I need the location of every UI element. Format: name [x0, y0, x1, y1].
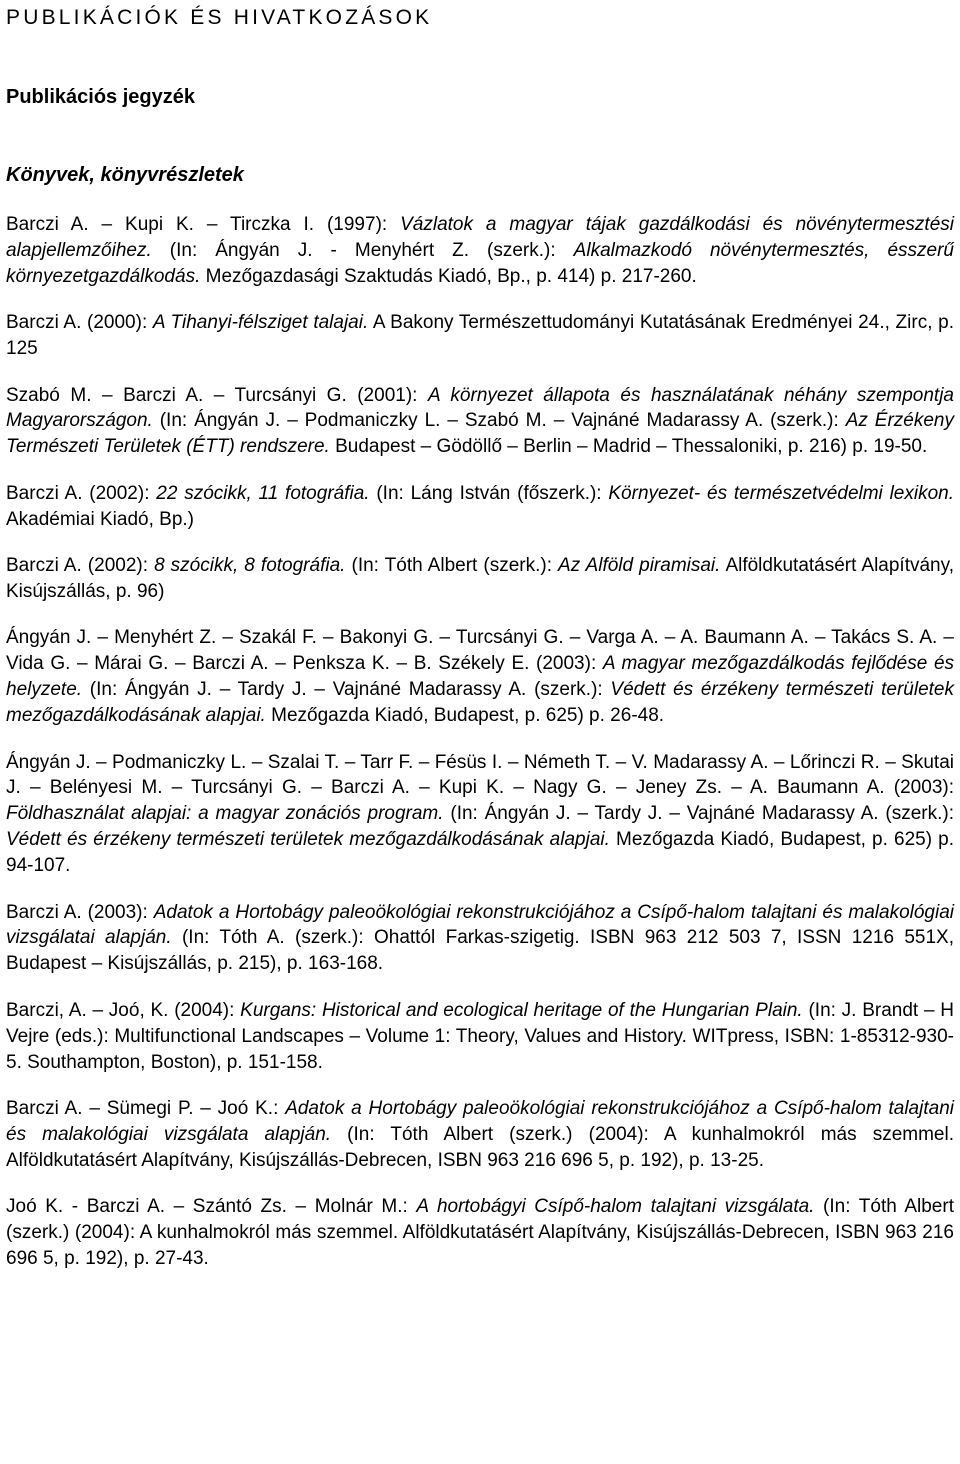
- page-title: PUBLIKÁCIÓK ÉS HIVATKOZÁSOK: [6, 6, 433, 29]
- publication-list-heading: Publikációs jegyzék: [6, 86, 195, 108]
- publication-entry: Barczi A. (2002): 22 szócikk, 11 fotográfia. (In: Láng István (főszerk.): Környezet- és természetvédelmi lexikon. Akadémiai Kiadó, Bp.): [6, 482, 954, 530]
- publication-entry: Barczi A. (2000): A Tihanyi-félsziget talajai. A Bakony Természettudományi Kutatásának Eredményei 24., Zirc, p. 125: [6, 312, 954, 360]
- publication-entry: Barczi A. (2003): Adatok a Hortobágy paleoökológiai rekonstrukciójához a Csípő-halom talajtani és malakológiai vizsgálatai alapján. (In: Tóth A. (szerk.): Ohattól Farkas-szigetig. ISBN 963 212 503 7, ISSN 1216 551X, Budapest – Kisújszállás, p. 215), p. 163-168.: [6, 901, 955, 975]
- publication-entry: Barczi A. – Kupi K. – Tirczka I. (1997): Vázlatok a magyar tájak gazdálkodási és növénytermesztési alapjellemzőihez. (In: Ángyán J. - Menyhért Z. (szerk.): Alkalmazkodó növénytermesztés, ésszerű környezetgazdálkodás. Mezőgazdasági Szaktudás Kiadó, Bp., p. 414) p. 217-260.: [6, 214, 954, 287]
- publication-entry: Barczi A. – Sümegi P. – Joó K.: Adatok a Hortobágy paleoökológiai rekonstrukciójához a Csípő-halom talajtani és malakológiai vizsgálata alapján. (In: Tóth Albert (szerk.) (2004): A kunhalmokról más szemmel. Alföldkutatásért Alapítvány, Kisújszállás-Debrecen, ISBN 963 216 696 5, p. 192), p. 13-25.: [6, 1097, 954, 1171]
- publication-entry: Barczi, A. – Joó, K. (2004): Kurgans: Historical and ecological heritage of the Hungarian Plain. (In: J. Brandt – H Vejre (eds.): Multifunctional Landscapes – Volume 1: Theory, Values and History. WITpress, ISBN: 1-85312-930-5. Southampton, Boston), p. 151-158.: [6, 999, 955, 1073]
- publication-entry: Ángyán J. – Podmaniczky L. – Szalai T. – Tarr F. – Fésüs I. – Németh T. – V. Madarassy A. – Lőrinczi R. – Skutai J. – Belényesi M. – Turcsányi G. – Barczi A. – Kupi K. – Nagy G. – Jeney Zs. – A. Baumann A. (2003): Földhasználat alapjai: a magyar zonációs program. (In: Ángyán J. – Tardy J. – Vajnáné Madarassy A. (szerk.): Védett és érzékeny természeti területek mezőgazdálkodásának alapjai. Mezőgazda Kiadó, Budapest, p. 625) p. 94-107.: [6, 751, 954, 877]
- publication-entry: Joó K. - Barczi A. – Szántó Zs. – Molnár M.: A hortobágyi Csípő-halom talajtani vizsgálata. (In: Tóth Albert (szerk.) (2004): A kunhalmokról más szemmel. Alföldkutatásért Alapítvány, Kisújszállás-Debrecen, ISBN 963 216 696 5, p. 192), p. 27-43.: [6, 1196, 954, 1269]
- books-section-heading: Könyvek, könyvrészletek: [6, 164, 244, 186]
- publication-entry: Ángyán J. – Menyhért Z. – Szakál F. – Bakonyi G. – Turcsányi G. – Varga A. – A. Baumann A. – Takács S. A. – Vida G. – Márai G. – Barczi A. – Penksza K. – B. Székely E. (2003): A magyar mezőgazdálkodás fejlődése és helyzete. (In: Ángyán J. – Tardy J. – Vajnáné Madarassy A. (szerk.): Védett és érzékeny természeti területek mezőgazdálkodásának alapjai. Mezőgazda Kiadó, Budapest, p. 625) p. 26-48.: [6, 627, 955, 727]
- publication-list: [6, 212, 954, 1292]
- publication-entry: Barczi A. (2002): 8 szócikk, 8 fotográfia. (In: Tóth Albert (szerk.): Az Alföld piramisai. Alföldkutatásért Alapítvány, Kisújszállás, p. 96): [6, 555, 954, 602]
- publication-entry: Szabó M. – Barczi A. – Turcsányi G. (2001): A környezet állapota és használatának néhány szempontja Magyarországon. (In: Ángyán J. – Podmaniczky L. – Szabó M. – Vajnáné Madarassy A. (szerk.): Az Érzékeny Természeti Területek (ÉTT) rendszere. Budapest – Gödöllő – Berlin – Madrid – Thessaloniki, p. 216) p. 19-50.: [6, 384, 954, 458]
